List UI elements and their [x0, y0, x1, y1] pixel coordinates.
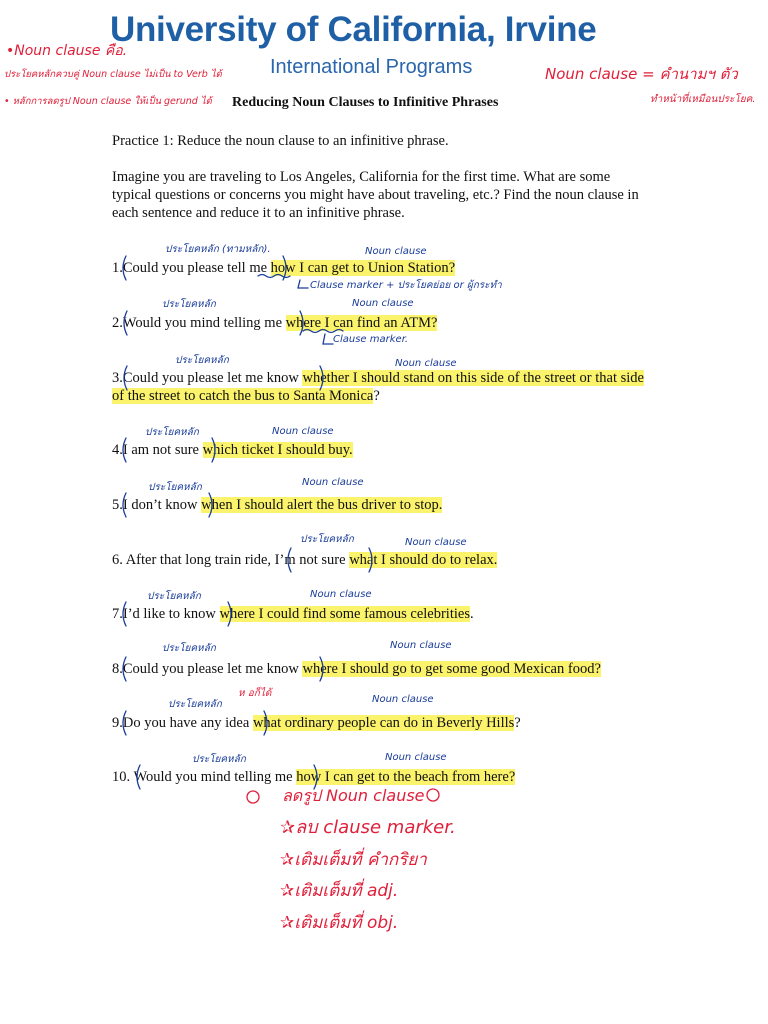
- noun-clause-label: Noun clause: [372, 694, 434, 705]
- noun-clause-label: Noun clause: [302, 477, 364, 488]
- university-title: University of California, Irvine: [110, 10, 597, 49]
- right-handwritten-note-2: ทำหน้าที่เหมือนประโยค.: [650, 94, 756, 105]
- noun-clause-highlight: when I should alert the bus driver to stop.: [201, 497, 443, 513]
- question-number: 7.: [112, 606, 123, 622]
- noun-clause-highlight: what I should do to relax.: [349, 552, 498, 568]
- left-handwritten-note-2: ประโยคหลักควบคู่ Noun clause ไม่เป็น to Verb ได้: [4, 69, 222, 80]
- noun-clause-label: Noun clause: [272, 426, 334, 437]
- question-2: [112, 314, 437, 332]
- question-end: ?: [373, 388, 380, 404]
- noun-clause-highlight: which ticket I should buy.: [202, 442, 353, 458]
- main-clause-label: ประโยคหลัก (ทามหลัก).: [165, 244, 271, 255]
- question-number: 6.: [112, 552, 123, 568]
- main-clause: Would you mind telling me: [130, 769, 293, 785]
- pointer-arrow: [298, 280, 308, 288]
- pointer-arrow: [323, 334, 333, 344]
- main-clause: I am not sure: [122, 442, 199, 458]
- main-clause: Could you please let me know: [122, 661, 299, 677]
- question-number: 2.: [112, 315, 123, 331]
- noun-clause-label: Noun clause: [352, 298, 414, 309]
- main-clause-label: ประโยคหลัก: [192, 754, 246, 765]
- question-number: 10.: [112, 769, 131, 785]
- main-clause-label: ประโยคหลัก: [145, 427, 199, 438]
- noun-clause-label: Noun clause: [385, 752, 447, 763]
- star-icon: ✰: [280, 881, 295, 901]
- noun-clause-label: Noun clause: [405, 537, 467, 548]
- noun-clause-label: Noun clause: [365, 246, 427, 257]
- main-clause-label: ประโยคหลัก: [147, 591, 201, 602]
- noun-clause-label: Noun clause: [310, 589, 372, 600]
- noun-clause-label: Noun clause: [395, 358, 457, 369]
- left-handwritten-note-3: • หลักการลดรูป Noun clause ให้เป็น gerund ได้: [4, 96, 212, 107]
- question-end: ?: [448, 260, 456, 276]
- star-icon: ✰: [280, 817, 296, 838]
- rules-heading: ลดรูป Noun clause: [282, 786, 425, 805]
- question-number: 8.: [112, 661, 123, 677]
- main-clause-label: ประโยคหลัก: [300, 534, 354, 545]
- rule-text: ลบ clause marker.: [295, 817, 456, 838]
- right-handwritten-note-1: Noun clause = คำนามฯ ตัว: [545, 65, 738, 83]
- flower-doodle: [247, 791, 259, 803]
- clause-marker-note: Clause marker + ประโยคย่อย or ผู้กระทำ: [310, 280, 502, 291]
- red-aside-note: ห อก็ได้: [238, 688, 272, 699]
- noun-clause-highlight: what ordinary people can do in Beverly Hills: [252, 715, 515, 731]
- question-end: ?: [514, 715, 521, 731]
- question-3: [112, 369, 652, 405]
- question-number: 9.: [112, 715, 123, 731]
- question-number: 4.: [112, 442, 123, 458]
- question-1: [112, 259, 455, 277]
- practice-heading: Practice 1: Reduce the noun clause to an infinitive phrase.: [112, 133, 449, 149]
- question-end: .: [469, 606, 474, 622]
- main-clause: Do you have any idea: [122, 715, 250, 731]
- main-clause-label: ประโยคหลัก: [148, 482, 202, 493]
- star-icon: ✰: [280, 913, 295, 933]
- question-8: [112, 660, 601, 678]
- main-clause-label: ประโยคหลัก: [175, 355, 229, 366]
- question-9: [112, 714, 521, 732]
- rule-text: เติมเต็มที่ คำกริยา: [294, 850, 427, 870]
- noun-clause-highlight: where I can find an ATM?: [285, 315, 438, 331]
- star-icon: ✰: [280, 850, 295, 870]
- rule-item-2: [280, 846, 427, 873]
- noun-clause-highlight: how I can get to the beach from here?: [296, 769, 516, 785]
- main-clause-label: ประโยคหลัก: [168, 699, 222, 710]
- question-number: 5.: [112, 497, 123, 513]
- main-clause: Could you please let me know: [122, 370, 299, 386]
- main-clause: Could you please tell me: [122, 260, 268, 276]
- left-handwritten-note-1: •Noun clause คือ.: [6, 43, 128, 59]
- noun-clause-highlight: how I can get to Union Station: [270, 260, 449, 276]
- main-clause-label: ประโยคหลัก: [162, 299, 216, 310]
- noun-clause-highlight: where I could find some famous celebrities: [219, 606, 470, 622]
- question-5: [112, 496, 442, 514]
- noun-clause-highlight: where I should go to get some good Mexican food?: [302, 661, 601, 677]
- rule-item-3: [280, 877, 398, 904]
- flower-doodle: [427, 789, 439, 801]
- question-4: [112, 441, 353, 459]
- rule-item-4: [280, 909, 398, 936]
- question-6: [112, 551, 497, 569]
- rule-item-1: [280, 812, 456, 841]
- main-clause-label: ประโยคหลัก: [162, 643, 216, 654]
- question-number: 1.: [112, 260, 123, 276]
- question-number: 3.: [112, 370, 123, 386]
- program-subtitle: International Programs: [270, 56, 473, 78]
- noun-clause-label: Noun clause: [390, 640, 452, 651]
- main-clause: I’d like to know: [122, 606, 216, 622]
- rule-text: เติมเต็มที่ adj.: [294, 881, 399, 901]
- noun-clause-highlight: whether I should stand on this side of the street or that side of the street to catch the bus to Santa Monica: [112, 370, 644, 404]
- main-clause: I don’t know: [122, 497, 198, 513]
- question-7: [112, 605, 474, 623]
- clause-marker-note: Clause marker.: [333, 334, 409, 345]
- main-clause: Would you mind telling me: [122, 315, 282, 331]
- main-clause: After that long train ride, I’m not sure: [122, 552, 346, 568]
- document-title: Reducing Noun Clauses to Infinitive Phrases: [232, 95, 499, 110]
- instructions: Imagine you are traveling to Los Angeles, California for the first time. What are some typical questions or concerns you might have about traveling, etc.? Find the noun clause in each sentence and reduce it to an infinitive phrase.: [112, 169, 639, 221]
- rule-text: เติมเต็มที่ obj.: [294, 913, 399, 933]
